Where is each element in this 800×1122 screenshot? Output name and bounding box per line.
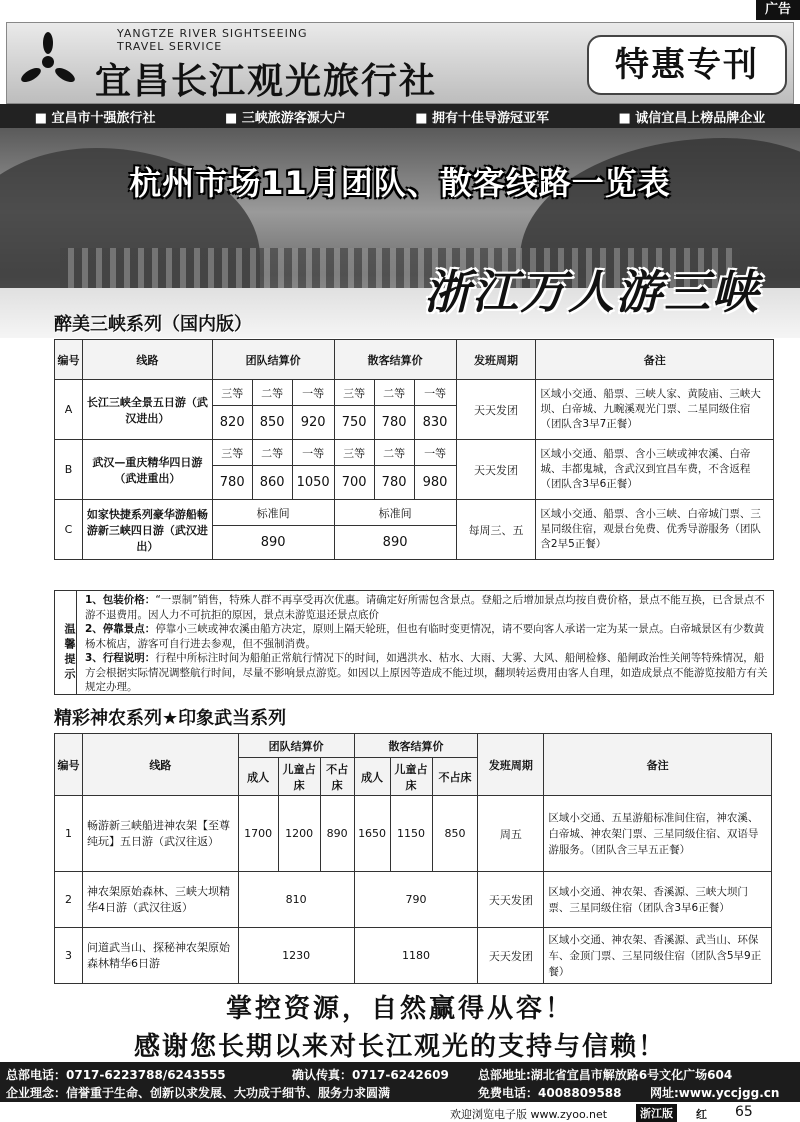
single-price: 890 xyxy=(334,526,456,560)
row-route: 问道武当山、探秘神农架原始森林精华6日游 xyxy=(82,928,238,984)
header-single-price: 散客结算价 xyxy=(334,340,456,380)
single-price: 1650 xyxy=(354,796,390,872)
grade-label: 一等 xyxy=(414,440,456,466)
single-price: 850 xyxy=(432,796,478,872)
grade-label: 二等 xyxy=(252,380,292,406)
group-price: 810 xyxy=(238,872,354,928)
group-price: 920 xyxy=(292,406,334,440)
row-depart: 每周三、五 xyxy=(456,500,536,560)
grade-label: 二等 xyxy=(374,380,414,406)
group-price: 890 xyxy=(212,526,334,560)
header-depart: 发班周期 xyxy=(456,340,536,380)
row-depart: 天天发团 xyxy=(478,928,544,984)
edition-tag: 浙江版 xyxy=(636,1104,677,1122)
hq-phone: 总部电话：0717-6223788/6243555 xyxy=(6,1068,226,1082)
grade-label: 三等 xyxy=(334,440,374,466)
slogan-item: ■ 诚信宜昌上榜品牌企业 xyxy=(618,110,766,126)
ad-tag: 广告 xyxy=(756,0,800,20)
page-number: 65 xyxy=(735,1104,753,1120)
grade-label: 二等 xyxy=(252,440,292,466)
single-price: 1150 xyxy=(390,796,432,872)
slogan-item: ■ 宜昌市十强旅行社 xyxy=(34,110,156,126)
header-adult: 成人 xyxy=(354,758,390,796)
closing-slogan-2: 感谢您长期以来对长江观光的支持与信赖！ xyxy=(133,1032,666,1062)
slogan-item: ■ 拥有十佳导游冠亚军 xyxy=(415,110,550,126)
confirm-fax: 确认传真：0717-6242609 xyxy=(292,1068,449,1082)
ebook-link[interactable]: 欢迎浏览电子版 www.zyoo.net xyxy=(450,1108,608,1121)
header-group-price: 团队结算价 xyxy=(238,734,354,758)
row-route: 神农架原始森林、三峡大坝精华4日游（武汉往返） xyxy=(82,872,238,928)
header-adult: 成人 xyxy=(238,758,278,796)
company-english-line2: TRAVEL SERVICE xyxy=(117,40,223,53)
group-price: 1230 xyxy=(238,928,354,984)
slogan-bar xyxy=(0,104,800,128)
color-tag: 红 xyxy=(696,1108,707,1121)
group-price: 890 xyxy=(320,796,354,872)
slogan-item: ■ 三峡旅游客源大户 xyxy=(224,110,346,126)
grade-label: 二等 xyxy=(374,440,414,466)
row-no: C xyxy=(55,500,83,560)
header-no: 编号 xyxy=(55,340,83,380)
grade-label: 三等 xyxy=(212,380,252,406)
row-no: 1 xyxy=(55,796,83,872)
banner-photo xyxy=(0,128,800,338)
row-note: 区域小交通、船票、含小三峡、白帝城门票、三星同级住宿，观景台免费、优秀导游服务（团队含2早5正餐） xyxy=(536,500,774,560)
header-single-price: 散客结算价 xyxy=(354,734,478,758)
company-english-line1: YANGTZE RIVER SIGHTSEEING xyxy=(117,27,308,40)
header xyxy=(6,22,794,104)
single-price: 700 xyxy=(334,466,374,500)
tip-item xyxy=(85,622,769,651)
row-note: 区域小交通、船票、三峡人家、黄陵庙、三峡大坝、白帝城、九畹溪观光门票、二星同级住宿（团队含3早7正餐） xyxy=(536,380,774,440)
standard-room-label: 标准间 xyxy=(212,500,334,526)
row-note: 区域小交通、船票、含小三峡或神农溪、白帝城、丰都鬼城，含武汉到宜昌车费，不含返程（团队含3早6正餐） xyxy=(536,440,774,500)
row-note: 区域小交通、神农架、香溪源、三峡大坝门票、三星同级住宿（团队含3早6正餐） xyxy=(544,872,772,928)
single-price: 1180 xyxy=(354,928,478,984)
header-child: 儿童占床 xyxy=(278,758,320,796)
grade-label: 三等 xyxy=(334,380,374,406)
pinwheel-logo-icon xyxy=(17,31,79,93)
tips-label: 温馨提示 xyxy=(55,591,77,694)
header-child: 儿童占床 xyxy=(390,758,432,796)
group-price: 1050 xyxy=(292,466,334,500)
banner-title: 杭州市场11月团队、散客线路一览表 xyxy=(129,164,671,202)
header-route: 线路 xyxy=(82,734,238,796)
single-price: 980 xyxy=(414,466,456,500)
row-note: 区域小交通、神农架、香溪源、武当山、环保车、金顶门票、三星同级住宿（团队含5早9正餐） xyxy=(544,928,772,984)
footer-bar xyxy=(0,1062,800,1102)
group-price: 780 xyxy=(212,466,252,500)
row-depart: 天天发团 xyxy=(456,380,536,440)
section1-title: 醉美三峡系列（国内版） xyxy=(54,314,252,335)
header-nobed: 不占床 xyxy=(432,758,478,796)
tip-head: 1、包装价格： xyxy=(85,594,156,606)
section1-table xyxy=(54,339,774,560)
tip-item xyxy=(85,651,769,695)
single-price: 780 xyxy=(374,466,414,500)
tips-body xyxy=(85,593,769,695)
header-depart: 发班周期 xyxy=(478,734,544,796)
tip-head: 2、停靠景点： xyxy=(85,623,156,635)
single-price: 780 xyxy=(374,406,414,440)
group-price: 860 xyxy=(252,466,292,500)
grade-label: 一等 xyxy=(414,380,456,406)
tip-text: 行程中所标注时间为船舶正常航行情况下的时间，如遇洪水、枯水、大雨、大雾、大风、船闸检修、船闸政治性关闸等特殊情况，船方会根据实际情况调整航行时间，尽量不影响景点游览。如因以上原因等造成不能过坝，翻坝转运费用由客人自理，如造成景点不能游览按船方有关规定办理。 xyxy=(85,652,768,693)
row-depart: 天天发团 xyxy=(456,440,536,500)
header-no: 编号 xyxy=(55,734,83,796)
tip-text: 停靠小三峡或神农溪由船方决定，原则上隔天轮班，但也有临时变更情况，请不要向客人承诺一定为某一景点。白帝城景区有少数黄杨木梳店，游客可自行进去参观，但不强制消费。 xyxy=(85,623,765,650)
warm-tips xyxy=(54,590,774,695)
header-note: 备注 xyxy=(536,340,774,380)
website-link[interactable]: 网址:www.yccjgg.cn xyxy=(650,1086,780,1100)
header-nobed: 不占床 xyxy=(320,758,354,796)
group-price: 1200 xyxy=(278,796,320,872)
bottom-strip xyxy=(0,1104,800,1122)
group-price: 850 xyxy=(252,406,292,440)
company-concept: 企业理念：信誉重于生命、创新以求发展、大功成于细节、服务力求圆满 xyxy=(6,1086,391,1100)
single-price: 790 xyxy=(354,872,478,928)
single-price: 830 xyxy=(414,406,456,440)
group-price: 1700 xyxy=(238,796,278,872)
banner-subtitle: 浙江万人游三峡 xyxy=(424,265,760,319)
row-depart: 天天发团 xyxy=(478,872,544,928)
row-no: 3 xyxy=(55,928,83,984)
row-depart: 周五 xyxy=(478,796,544,872)
single-price: 750 xyxy=(334,406,374,440)
company-name: 宜昌长江观光旅行社 xyxy=(95,61,438,102)
grade-label: 一等 xyxy=(292,380,334,406)
row-route: 如家快捷系列豪华游船畅游新三峡四日游（武汉进出） xyxy=(82,500,212,560)
grade-label: 一等 xyxy=(292,440,334,466)
closing-slogan-1: 掌控资源，自然赢得从容！ xyxy=(225,994,574,1024)
section2-title: 精彩神农系列★印象武当系列 xyxy=(54,708,287,729)
free-phone: 免费电话：4008809588 xyxy=(478,1086,622,1100)
tip-head: 3、行程说明： xyxy=(85,652,156,664)
header-group-price: 团队结算价 xyxy=(212,340,334,380)
standard-room-label: 标准间 xyxy=(334,500,456,526)
header-note: 备注 xyxy=(544,734,772,796)
tip-text: “一票制”销售，特殊人群不再享受再次优惠。请确定好所需包含景点。登船之后增加景点均按自费价格，景点不能互换，已含景点不游不退费用。因人力不可抗拒的原因，景点未游览退还景点底价 xyxy=(85,594,765,621)
special-issue-badge: 特惠专刊 xyxy=(587,35,787,95)
row-no: 2 xyxy=(55,872,83,928)
row-route: 畅游新三峡船进神农架【至尊纯玩】五日游（武汉往返） xyxy=(82,796,238,872)
group-price: 820 xyxy=(212,406,252,440)
row-no: A xyxy=(55,380,83,440)
grade-label: 三等 xyxy=(212,440,252,466)
row-route: 长江三峡全景五日游（武汉进出） xyxy=(82,380,212,440)
row-route: 武汉—重庆精华四日游（武进重出） xyxy=(82,440,212,500)
row-no: B xyxy=(55,440,83,500)
tip-item xyxy=(85,593,769,622)
header-route: 线路 xyxy=(82,340,212,380)
hq-address: 总部地址:湖北省宜昌市解放路6号文化广场604 xyxy=(478,1068,733,1082)
row-note: 区域小交通、五星游船标准间住宿，神农溪、白帝城、神农架门票、三星同级住宿、双语导游服务。（团队含三早五正餐） xyxy=(544,796,772,872)
section2-table xyxy=(54,733,772,984)
